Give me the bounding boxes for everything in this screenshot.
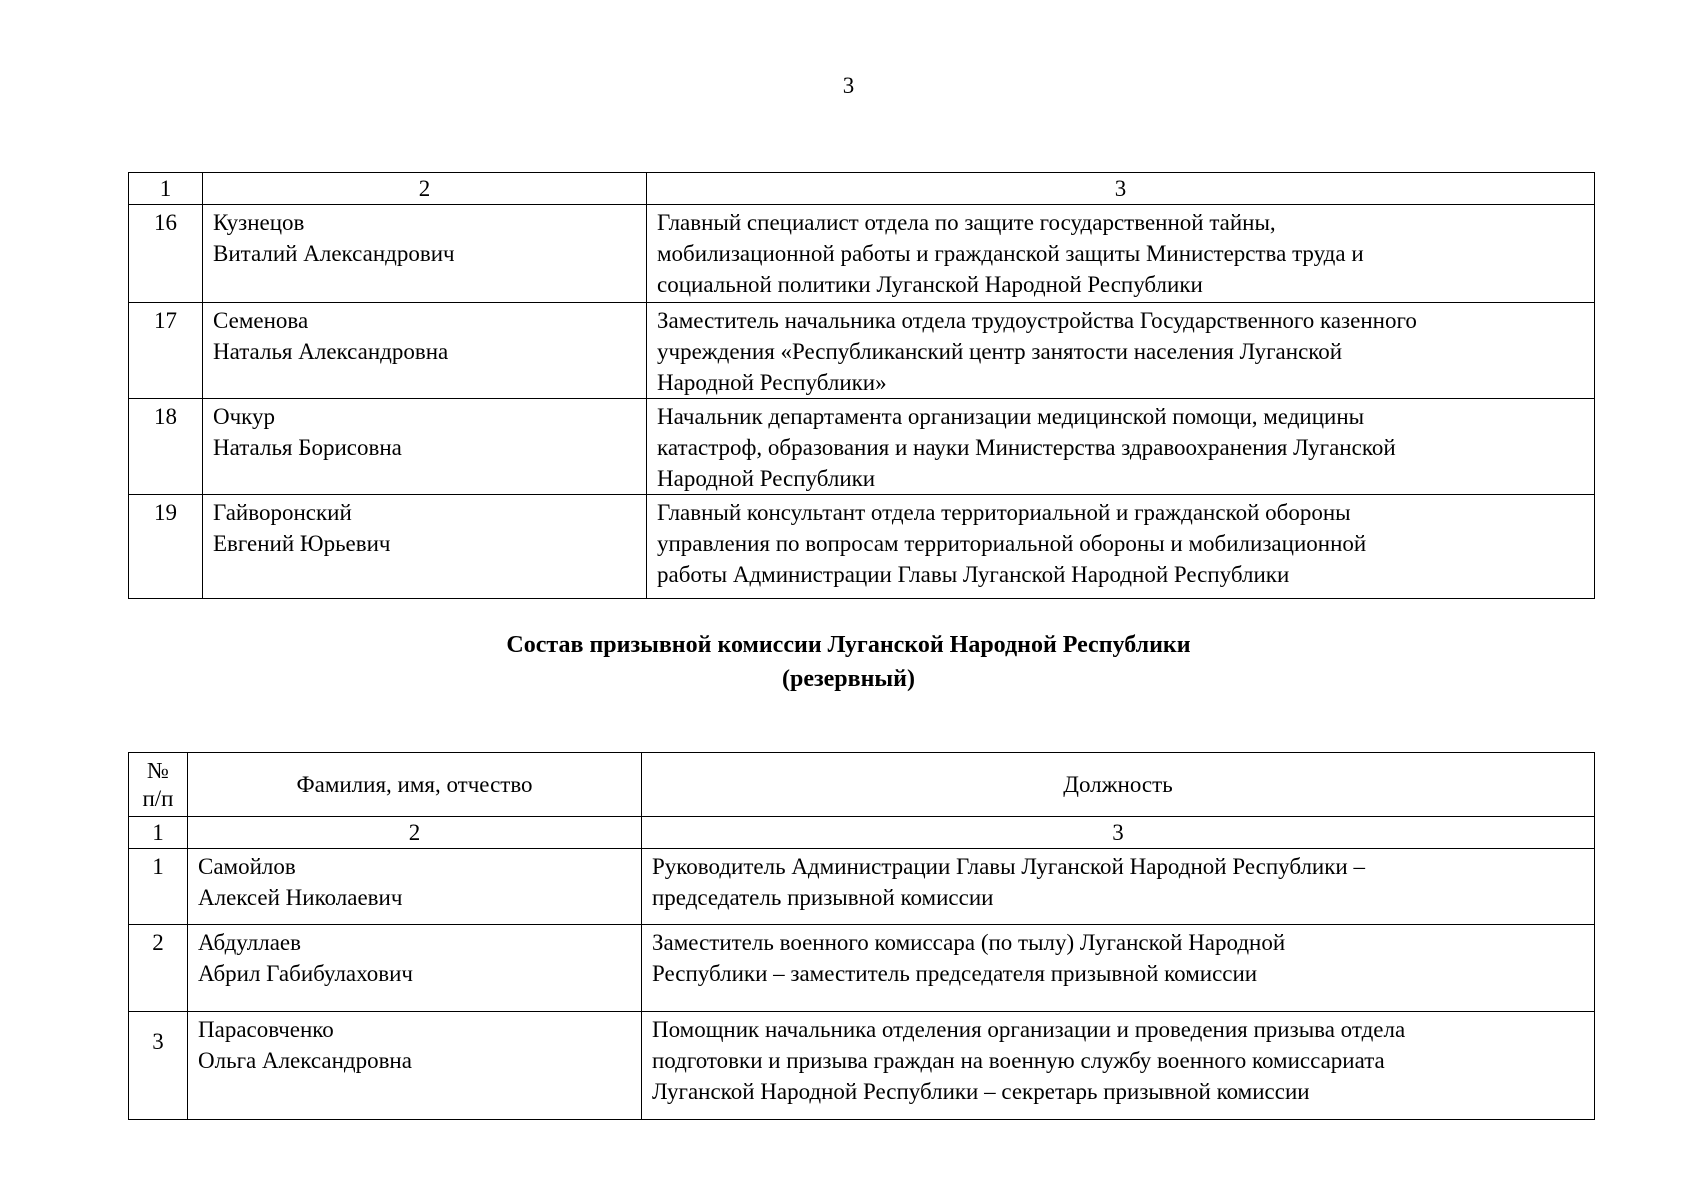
- surname: Очкур: [213, 404, 276, 429]
- person-name-cell: [203, 399, 647, 495]
- row-number: 2: [129, 925, 188, 1012]
- position-line: Луганской Народной Республики – секретарь призывной комиссии: [652, 1079, 1310, 1104]
- position-line: Главный консультант отдела территориальной и гражданской обороны: [657, 500, 1351, 525]
- given-name: Виталий Александрович: [213, 241, 455, 266]
- position-line: Руководитель Администрации Главы Луганской Народной Республики –: [652, 854, 1365, 879]
- header-number-symbol: №: [147, 757, 169, 783]
- surname: Кузнецов: [213, 210, 305, 235]
- person-name-cell: [203, 495, 647, 599]
- surname: Парасовченко: [198, 1017, 334, 1042]
- table-row: [129, 205, 1595, 303]
- row-number: 16: [129, 205, 203, 303]
- person-name-cell: [203, 205, 647, 303]
- position-line: Республики – заместитель председателя призывной комиссии: [652, 961, 1258, 986]
- reserve-commission-table: [128, 752, 1595, 1120]
- column-number-1: 1: [129, 173, 203, 205]
- position-cell: [642, 849, 1595, 925]
- column-number-3: 3: [642, 817, 1595, 849]
- section-subtitle: (резервный): [782, 666, 915, 692]
- given-name: Наталья Борисовна: [213, 435, 402, 460]
- column-header-row: [129, 753, 1595, 817]
- position-line: Заместитель начальника отдела трудоустройства Государственного казенного: [657, 308, 1417, 333]
- header-position: Должность: [642, 753, 1595, 817]
- position-cell: [647, 205, 1595, 303]
- column-number-3: 3: [647, 173, 1595, 205]
- position-cell: [647, 399, 1595, 495]
- given-name: Евгений Юрьевич: [213, 531, 391, 556]
- column-number-2: 2: [188, 817, 642, 849]
- position-line: управления по вопросам территориальной обороны и мобилизационной: [657, 531, 1367, 556]
- table-row: [129, 495, 1595, 599]
- position-cell: [642, 925, 1595, 1012]
- person-name-cell: [203, 303, 647, 399]
- surname: Семенова: [213, 308, 309, 333]
- column-number-row: [129, 173, 1595, 205]
- person-name-cell: [188, 849, 642, 925]
- table-row: [129, 925, 1595, 1012]
- page-number: 3: [842, 73, 855, 98]
- position-line: Начальник департамента организации медицинской помощи, медицины: [657, 404, 1365, 429]
- person-name-cell: [188, 1012, 642, 1120]
- surname: Самойлов: [198, 854, 296, 879]
- position-line: катастроф, образования и науки Министерства здравоохранения Луганской: [657, 435, 1396, 460]
- position-cell: [647, 303, 1595, 399]
- person-name-cell: [188, 925, 642, 1012]
- position-line: подготовки и призыва граждан на военную службу военного комиссариата: [652, 1048, 1385, 1073]
- table-row: [129, 849, 1595, 925]
- header-full-name: Фамилия, имя, отчество: [188, 753, 642, 817]
- column-number-1: 1: [129, 817, 188, 849]
- column-number-row: [129, 817, 1595, 849]
- row-number: 19: [129, 495, 203, 599]
- header-number: [129, 753, 188, 817]
- row-number: 18: [129, 399, 203, 495]
- position-line: Помощник начальника отделения организации и проведения призыва отдела: [652, 1017, 1406, 1042]
- position-cell: [642, 1012, 1595, 1120]
- row-number: 3: [129, 1012, 188, 1120]
- position-line: Народной Республики: [657, 466, 876, 491]
- given-name: Алексей Николаевич: [198, 885, 403, 910]
- given-name: Ольга Александровна: [198, 1048, 412, 1073]
- given-name: Наталья Александровна: [213, 339, 449, 364]
- table-row: [129, 399, 1595, 495]
- position-line: социальной политики Луганской Народной Республики: [657, 272, 1203, 297]
- position-line: мобилизационной работы и гражданской защиты Министерства труда и: [657, 241, 1364, 266]
- position-cell: [647, 495, 1595, 599]
- position-line: председатель призывной комиссии: [652, 885, 994, 910]
- surname: Абдуллаев: [198, 930, 301, 955]
- position-line: Народной Республики»: [657, 370, 887, 395]
- position-line: учреждения «Республиканский центр занятости населения Луганской: [657, 339, 1343, 364]
- row-number: 1: [129, 849, 188, 925]
- header-number-abbr: п/п: [142, 785, 174, 811]
- position-line: Главный специалист отдела по защите государственной тайны,: [657, 210, 1276, 235]
- table-row: [129, 1012, 1595, 1120]
- table-row: [129, 303, 1595, 399]
- column-number-2: 2: [203, 173, 647, 205]
- row-number: 17: [129, 303, 203, 399]
- given-name: Абрил Габибулахович: [198, 961, 413, 986]
- position-line: работы Администрации Главы Луганской Народной Республики: [657, 562, 1290, 587]
- section-title: Состав призывной комиссии Луганской Народной Республики: [506, 632, 1191, 658]
- position-line: Заместитель военного комиссара (по тылу) Луганской Народной: [652, 930, 1286, 955]
- surname: Гайворонский: [213, 500, 352, 525]
- members-table-continued: [128, 172, 1595, 599]
